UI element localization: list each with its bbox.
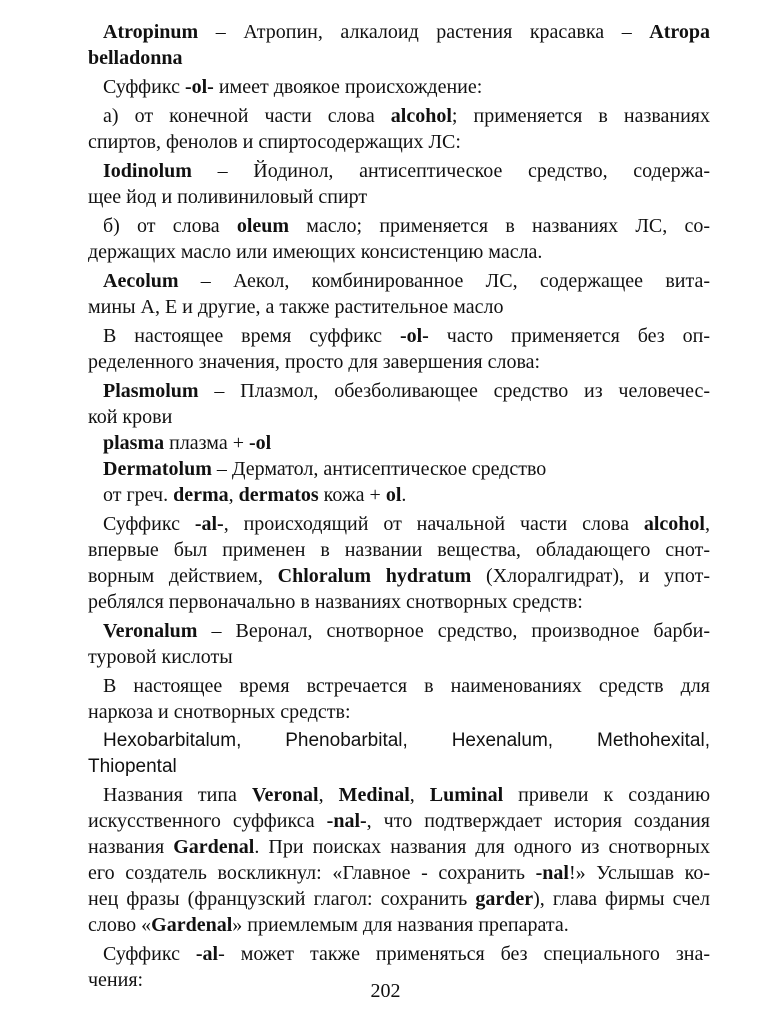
bold-term: -nal [535, 862, 569, 884]
text-run: , [705, 513, 710, 535]
text-run: (Хлоралгидрат), и упот- [471, 565, 710, 587]
text-run: б) от слова [103, 215, 237, 237]
bold-term: derma [173, 484, 229, 506]
text-run: Суффикс [103, 76, 185, 98]
bold-term: -ol- [399, 325, 429, 347]
bold-term: Atropinum [103, 21, 199, 43]
text-run: а) от конечной части слова [103, 105, 391, 127]
text-run: мины А, Е и другие, а также растительное масло [88, 296, 504, 318]
text-line [88, 127, 710, 157]
text-line [88, 43, 710, 73]
text-run: наркоза и снотворных средств: [88, 701, 351, 723]
text-run: – Плазмол, обезболивающее средство из человечес- [198, 380, 710, 402]
text-run: чения: [88, 969, 144, 991]
text-run: Названия типа [103, 784, 252, 806]
text-run: В настоящее время встречается в наименованиях средств для [103, 675, 710, 697]
text-run: ), глава фирмы счел [533, 888, 710, 910]
text-run: часто применяется без оп- [428, 325, 710, 347]
text-run: привели к созданию [503, 784, 710, 806]
text-run: плазма + [164, 432, 249, 454]
bold-term: -ol [248, 432, 272, 454]
text-run: – Дерматол, антисептическое средство [211, 458, 547, 480]
text-line [103, 480, 710, 510]
text-run: Thiopental [88, 756, 177, 777]
bold-term: ol [385, 484, 402, 506]
bold-term: Medinal [338, 784, 410, 806]
text-run: масло; применяется в названиях ЛС, со- [289, 215, 710, 237]
bold-term: -nal- [326, 810, 367, 832]
text-run: спиртов, фенолов и спиртосодержащих ЛС: [88, 131, 461, 153]
bold-term: -al- [194, 513, 224, 535]
text-run: . [401, 484, 407, 506]
text-run: – Атропин, алкалоид растения красавка – [198, 21, 650, 43]
text-run: Суффикс [103, 513, 195, 535]
text-line [88, 347, 710, 377]
text-line [88, 642, 710, 672]
text-run: В настоящее время суффикс [103, 325, 400, 347]
bold-term: belladonna [88, 47, 183, 69]
bold-term: Gardenal [151, 914, 233, 936]
text-line [88, 182, 710, 212]
bold-term: alcohol [643, 513, 705, 535]
bold-term: Dermatolum [103, 458, 212, 480]
bold-term: Atropa [649, 21, 710, 43]
text-run: !» Услышав ко- [568, 862, 710, 884]
page-number: 202 [370, 980, 401, 1002]
text-run: ворным действием, [88, 565, 278, 587]
bold-term: -al [195, 943, 219, 965]
text-run: туровой кислоты [88, 646, 233, 668]
text-line [88, 752, 710, 782]
text-run: щее йод и поливиниловый спирт [88, 186, 368, 208]
text-run: Суффикс [103, 943, 196, 965]
text-run: – Йодинол, антисептическое средство, содержа- [191, 160, 710, 182]
text-run: , [409, 784, 430, 806]
text-run: , [318, 784, 339, 806]
text-line [88, 697, 710, 727]
text-run: имеет двоякое происхождение: [213, 76, 483, 98]
text-run: » приемлемым для названия препарата. [232, 914, 569, 936]
text-run: держащих масло или имеющих консистенцию масла. [88, 241, 543, 263]
bold-term: Luminal [429, 784, 504, 806]
text-run: – Веронал, снотворное средство, производное барби- [197, 620, 710, 642]
bold-term: Chloralum hydratum [277, 565, 472, 587]
text-run: – Аекол, комбинированное ЛС, содержащее вита- [178, 270, 710, 292]
text-run: от греч. [103, 484, 174, 506]
text-run: ; применяется в названиях [451, 105, 710, 127]
text-run: реблялся первоначально в названиях снотворных средств: [88, 591, 583, 613]
text-run: , [228, 484, 239, 506]
text-run: его создатель воскликнул: «Главное - сохранить [88, 862, 536, 884]
bold-term: garder [475, 888, 534, 910]
bold-term: Aecolum [103, 270, 179, 292]
bold-term: oleum [236, 215, 290, 237]
text-run: названия [88, 836, 174, 858]
bold-term: Gardenal [173, 836, 255, 858]
text-run: кожа + [318, 484, 386, 506]
text-run: . При поисках названия для одного из снотворных [254, 836, 710, 858]
bold-term: Iodinolum [103, 160, 192, 182]
bold-term: Plasmolum [103, 380, 199, 402]
text-run: , происходящий от начальной части слова [223, 513, 644, 535]
text-line [88, 587, 710, 617]
text-run: нец фразы (французский глагол: сохранить [88, 888, 476, 910]
text-line [88, 910, 710, 940]
bold-term: dermatos [238, 484, 319, 506]
bold-term: Veronal [251, 784, 319, 806]
bold-term: Veronalum [103, 620, 198, 642]
text-run: кой крови [88, 406, 173, 428]
bold-term: alcohol [390, 105, 452, 127]
text-line [103, 72, 710, 102]
text-run: Hexobarbitalum, Phenobarbital, Hexenalum, Methohexital, [103, 730, 710, 751]
text-line [88, 292, 710, 322]
text-run: искусственного суффикса [88, 810, 327, 832]
text-run: - может также применяться без специального зна- [218, 943, 710, 965]
text-run: ределенного значения, просто для завершения слова: [88, 351, 541, 373]
text-run: впервые был применен в названии вещества, обладающего снот- [88, 539, 710, 561]
text-run: слово « [88, 914, 152, 936]
text-run: , что подтверждает история создания [366, 810, 710, 832]
bold-term: -ol- [184, 76, 214, 98]
bold-term: plasma [103, 432, 165, 454]
text-line [88, 237, 710, 267]
